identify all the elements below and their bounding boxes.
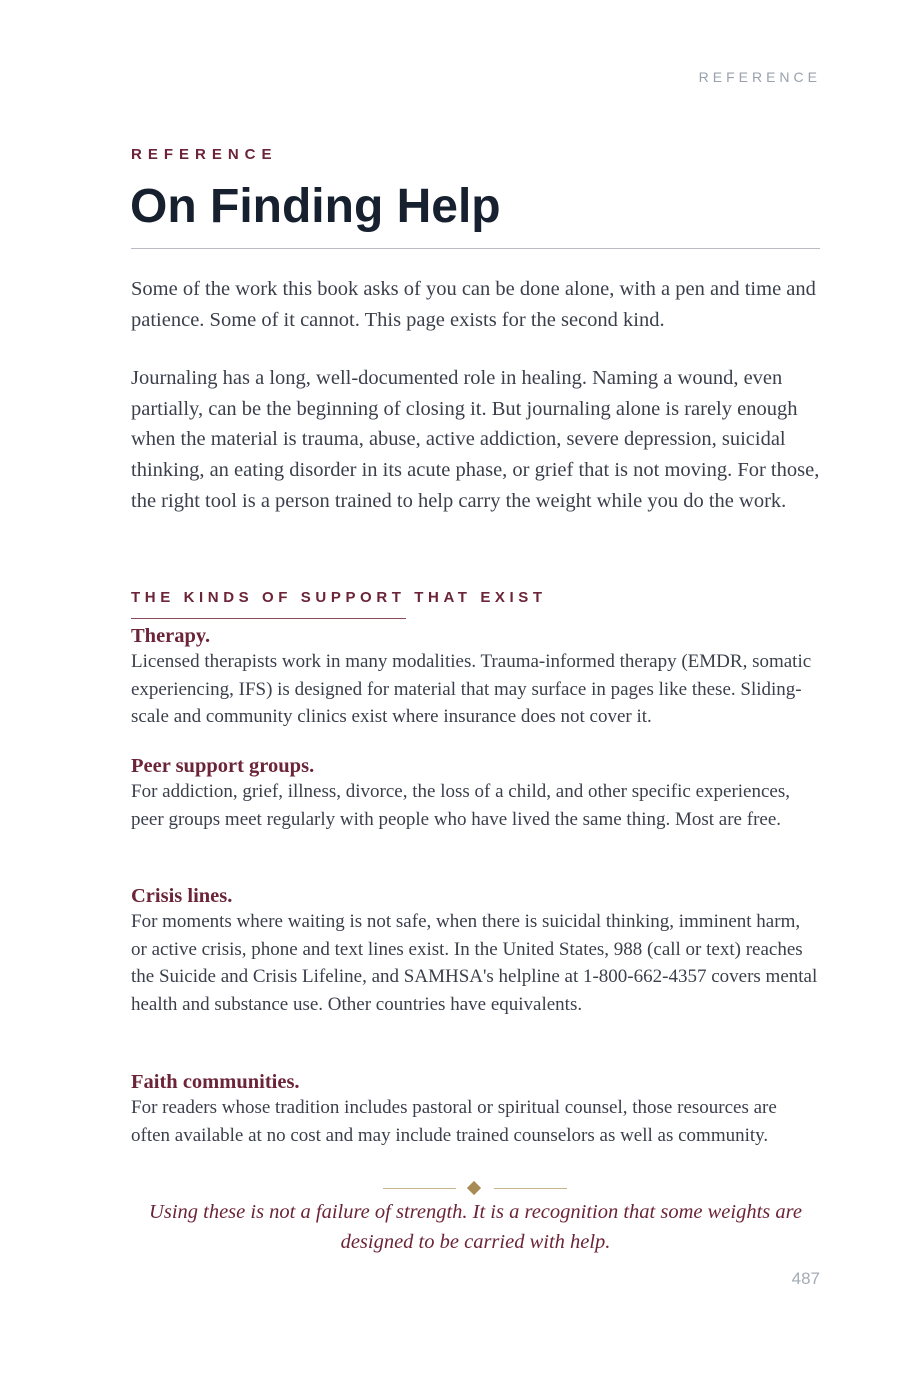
entry-body: For readers whose tradition includes pastoral or spiritual counsel, those resources are often available at no cost and may include trained counselors as well as community. — [131, 1097, 777, 1146]
intro-paragraph: Some of the work this book asks of you can be done alone, with a pen and time and patience. Some of it cannot. This page exists for the second kind. — [131, 278, 816, 331]
entry-body: For moments where waiting is not safe, when there is suicidal thinking, imminent harm, or active crisis, phone and text lines exist. In the United States, 988 (call or text) reaches the Suicide and Crisis Lifeline, and SAMHSA's helpline at 1-800-662-4357 covers mental health and substance use. Other countries have equivalents. — [131, 911, 818, 1015]
title-divider — [131, 248, 820, 249]
page-title: On Finding Help — [130, 180, 501, 233]
support-entry-peer-groups — [131, 753, 820, 833]
entry-title: Therapy. — [131, 625, 211, 647]
page-number: 487 — [791, 1269, 820, 1288]
section-heading: THE KINDS OF SUPPORT THAT EXIST — [131, 589, 547, 606]
support-entry-therapy — [131, 623, 820, 731]
ornament-line-left — [383, 1188, 456, 1189]
ornament-line-right — [494, 1188, 567, 1189]
eyebrow-label: REFERENCE — [131, 146, 278, 163]
entry-body: For addiction, grief, illness, divorce, the loss of a child, and other specific experiences, peer groups meet regularly with people who have lived the same thing. Most are free. — [131, 781, 790, 830]
intro-paragraph: Journaling has a long, well-documented role in healing. Naming a wound, even partially, can be the beginning of closing it. But journaling alone is rarely enough when the material is trauma, abuse, active addiction, severe depression, suicidal thinking, an eating disorder in its acute phase, or grief that is not moving. For those, the right tool is a person trained to help carry the weight while you do the work. — [131, 367, 820, 512]
entry-title: Crisis lines. — [131, 885, 233, 907]
diamond-ornament-icon — [383, 1181, 567, 1197]
support-entry-crisis-lines — [131, 883, 820, 1018]
running-head: REFERENCE — [698, 69, 821, 85]
entry-title: Faith communities. — [131, 1071, 300, 1093]
entry-body: Licensed therapists work in many modalities. Trauma-informed therapy (EMDR, somatic experiencing, IFS) is designed for material that may surface in pages like these. Sliding-scale and community clinics exist where insurance does not cover it. — [131, 651, 812, 728]
diamond-icon — [467, 1181, 481, 1195]
section-divider — [131, 618, 406, 619]
support-entry-faith-communities — [131, 1069, 820, 1149]
entry-title: Peer support groups. — [131, 755, 315, 777]
closing-quote: Using these is not a failure of strength. It is a recognition that some weights are designed to be carried with help. — [149, 1201, 802, 1253]
